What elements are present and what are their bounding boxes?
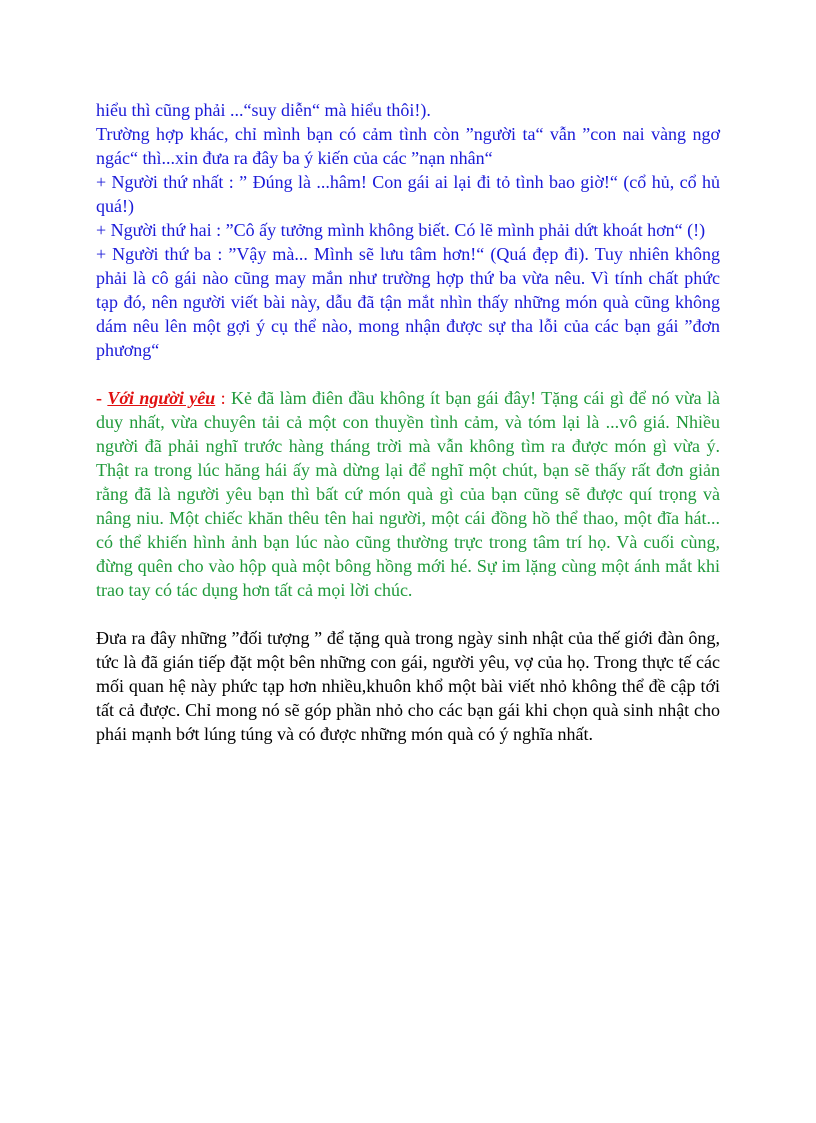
paragraph-other-case: Trường hợp khác, chỉ mình bạn có cảm tình còn ”người ta“ vẫn ”con nai vàng ngơ ngác“ thì...xin đưa ra đây ba ý kiến của các ”nạn nhân“ bbox=[96, 124, 720, 168]
opinion-third-person: + Người thứ ba : ”Vậy mà... Mình sẽ lưu tâm hơn!“ (Quá đẹp đi). Tuy nhiên không phải là cô gái nào cũng may mắn như trường hợp thứ ba vừa nêu. Vì tính chất phức tạp đó, nên người viết bài này, dẫu đã tận mắt nhìn thấy những món quà cũng không dám nêu lên một gợi ý cụ thể nào, mong nhận được sự tha lỗi của các bạn gái ”đơn phương“ bbox=[96, 244, 720, 360]
lover-colon: : bbox=[215, 388, 226, 408]
opinion-first-person: + Người thứ nhất : ” Đúng là ...hâm! Con gái ai lại đi tỏ tình bao giờ!“ (cổ hủ, cổ hủ quá!) bbox=[96, 172, 720, 216]
blue-section bbox=[96, 98, 720, 362]
paragraph-gap bbox=[96, 602, 720, 626]
paragraph-continuation: hiểu thì cũng phải ...“suy diễn“ mà hiểu thôi!). bbox=[96, 100, 431, 120]
paragraph-gap bbox=[96, 362, 720, 386]
lover-heading: Với người yêu bbox=[107, 388, 216, 408]
document-page bbox=[96, 98, 720, 746]
lover-dash: - bbox=[96, 388, 108, 408]
lover-section bbox=[96, 386, 720, 602]
opinion-second-person: + Người thứ hai : ”Cô ấy tưởng mình không biết. Có lẽ mình phải dứt khoát hơn“ (!) bbox=[96, 220, 706, 240]
lover-body-text: Kẻ đã làm điên đầu không ít bạn gái đây! Tặng cái gì để nó vừa là duy nhất, vừa chuyên tải cả một con thuyền tình cảm, và tóm lại là ...vô giá. Nhiều người đã phải nghĩ trước hàng tháng trời mà vẫn không tìm ra được món gì vừa ý. Thật ra trong lúc hăng hái ấy mà dừng lại để nghĩ một chút, bạn sẽ thấy rất đơn giản rằng đã là người yêu bạn thì bất cứ món quà gì của bạn cũng sẽ được quí trọng và nâng niu. Một chiếc khăn thêu tên hai người, một cái đồng hồ thể thao, một đĩa hát... có thể khiến hình ảnh bạn lúc nào cũng thường trực trong tâm trí họ. Và cuối cùng, đừng quên cho vào hộp quà một bông hồng mới hé. Sự im lặng cùng một ánh mắt khi trao tay có tác dụng hơn tất cả mọi lời chúc. bbox=[96, 388, 720, 600]
conclusion-paragraph: Đưa ra đây những ”đối tượng ” để tặng quà trong ngày sinh nhật của thế giới đàn ông, tức là đã gián tiếp đặt một bên những con gái, người yêu, vợ của họ. Trong thực tế các mối quan hệ này phức tạp hơn nhiều,khuôn khổ một bài viết nhỏ không thể đề cập tới tất cả được. Chỉ mong nó sẽ góp phần nhỏ cho các bạn gái khi chọn quà sinh nhật cho phái mạnh bớt lúng túng và có được những món quà có ý nghĩa nhất. bbox=[96, 628, 720, 744]
